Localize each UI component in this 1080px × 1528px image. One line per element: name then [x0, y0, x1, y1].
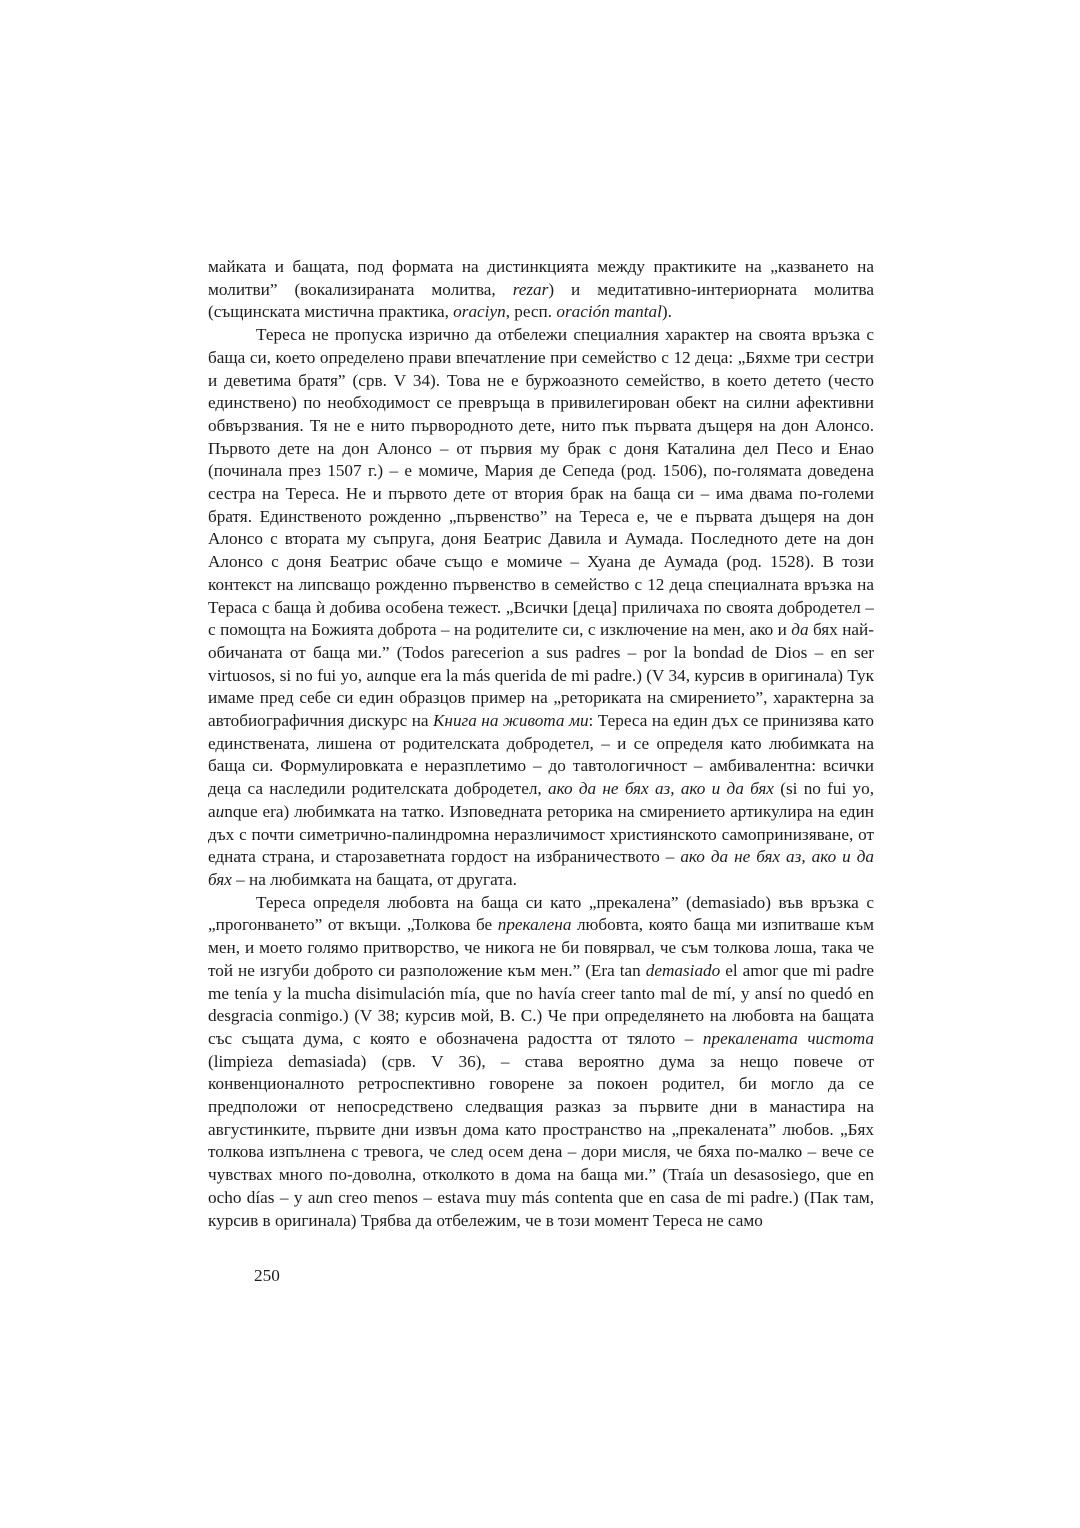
italic-run: rezar: [512, 279, 549, 299]
italic-run: прекалена: [497, 915, 572, 935]
text-run: бях най-обичаната от баща ми.” (Todos parecerion a sus padres – por la bondad de Dios – en ser virtuosos, si no fui yo, a: [208, 620, 874, 685]
italic-run: Книга на живота ми: [433, 711, 589, 731]
text-run: nque era la más querida de mi padre.) (V 34, курсив в оригинала) Тук имаме пред себе си един образцов пример на „реториката на смирението”, характерна за автобиографичния дискурс на: [208, 665, 874, 731]
document-body: [208, 256, 874, 1232]
page-number: 250: [254, 1266, 280, 1285]
text-run: , респ.: [505, 302, 557, 322]
text-run: (limpieza demasiada) (срв. V 36), – става вероятно дума за нещо повече от конвенционалното ретроспективно говорене за покоен родител, би могло да се предположи от непосредствено следващия разказ за първите дни в манастира на августинките, първите дни извън дома като пространство на „прекалената” любов. „Бях толкова изпълнена с тревога, че след осем дена – дори мисля, че бяха по-малко – вече се чувствах много по-доволна, отколкото в дома на баща ми.” (Traía un desasosiego, que en ocho días – y a: [208, 1051, 874, 1207]
italic-run: ако да не бях аз, ако и да бях: [208, 847, 874, 889]
italic-run: u: [315, 1187, 325, 1207]
italic-run: u: [215, 801, 225, 821]
text-run: n creo menos – estava muy más contenta que en casa de mi padre.) (Пак там, курсив в оригинала) Трябва да отбележим, че в този момент Тереса не само: [208, 1187, 874, 1230]
paragraph-1: [208, 256, 874, 324]
italic-run: ако да не бях аз, ако и да бях: [547, 779, 774, 799]
text-run: nque era) любимката на татко. Изповедната реторика на смирението артикулира на един дъх с почти симетрично-палиндромна неразличимост християнското самопринизяване, от едната страна, и старозаветната гордост на избраничеството –: [208, 801, 874, 867]
italic-run: да: [791, 620, 809, 640]
text-run: любовта, която баща ми изпитваше към мен, и моето голямо притворство, че никога не би повярвал, че съм толкова лоша, така че той не изгуби доброто си разположение към мен.” (Era tan: [208, 915, 874, 980]
text-run: el amor que mi padre me tenía y la mucha disimulación mía, que no havía creer tanto mal de mí, y ansí no quedó en desgracia conmigo.) (V 38; курсив мой, В. С.) Че при определянето на любовта на бащата със същата дума, с която е обозначена радостта от тялото –: [208, 960, 874, 1048]
italic-run: прекалената чистота: [702, 1028, 874, 1048]
italic-run: u: [374, 665, 383, 685]
text-run: Тереса не пропуска изрично да отбележи специалния характер на своята връзка с баща си, което определено прави впечатление при семейство с 12 деца: „Бяхме три сестри и деветима братя” (срв. V 34). Това не е буржоазното семейство, в което детето (често единствено) по необходимост се превръща в привилегирован обект на силни афективни обвързвания. Тя не е нито първородното дете, нито пък първата дъщеря на дон Алонсо. Първото дете на дон Алонсо – от първия му брак с доня Каталина дел Песо и Енао (починала през 1507 г.) – е момиче, Мария де Сепеда (род. 1506), по-голямата доведена сестра на Тереса. Не и първото дете от втория брак на баща си – има двама по-големи братя. Единственото рожденно „първенство” на Тереса е, че е първата дъщеря на дон Алонсо с втората му съпруга, доня Беатрис Давила и Аумада. Последното дете на дон Алонсо с доня Беатрис обаче също е момиче – Хуана де Аумада (род. 1528). В този контекст на липсващо рожденно първенство в семейство с 12 деца специалната връзка на Тераса с баща ѝ добива особена тежест. „Всички [деца] приличаха по своята добродетел – с помощта на Божията доброта – на родителите си, с изключение на мен, ако и: [208, 325, 874, 640]
text-run: – на любимката на бащата, от другата.: [231, 869, 517, 889]
italic-run: oración mantal: [556, 302, 662, 322]
text-run: ).: [661, 302, 672, 322]
text-run: Тереса определя любовта на баща си като „прекалена” (demasiado) във връзка с „прогонването” от вкъщи. „Толкова бе: [208, 892, 874, 935]
paragraph-3: [208, 892, 874, 1233]
text-run: ) и медитативно-интериорната молитва (същинската мистична практика,: [208, 279, 874, 322]
italic-run: demasiado: [645, 960, 721, 980]
text-run: : Тереса на един дъх се принизява като единствената, лишена от родителската добродетел, – и се определя като любимката на баща си. Формулировката е неразплетимо – до тавтологичност – амбивалентна: всички деца са наследили родителската добродетел,: [208, 711, 874, 799]
text-run: (si no fui yo, a: [208, 779, 875, 821]
italic-run: oraciyn: [453, 302, 506, 322]
paragraph-2: [208, 324, 874, 892]
text-run: майката и бащата, под формата на дистинкцията между практиките на „казването на молитви” (вокализираната молитва,: [208, 257, 874, 299]
